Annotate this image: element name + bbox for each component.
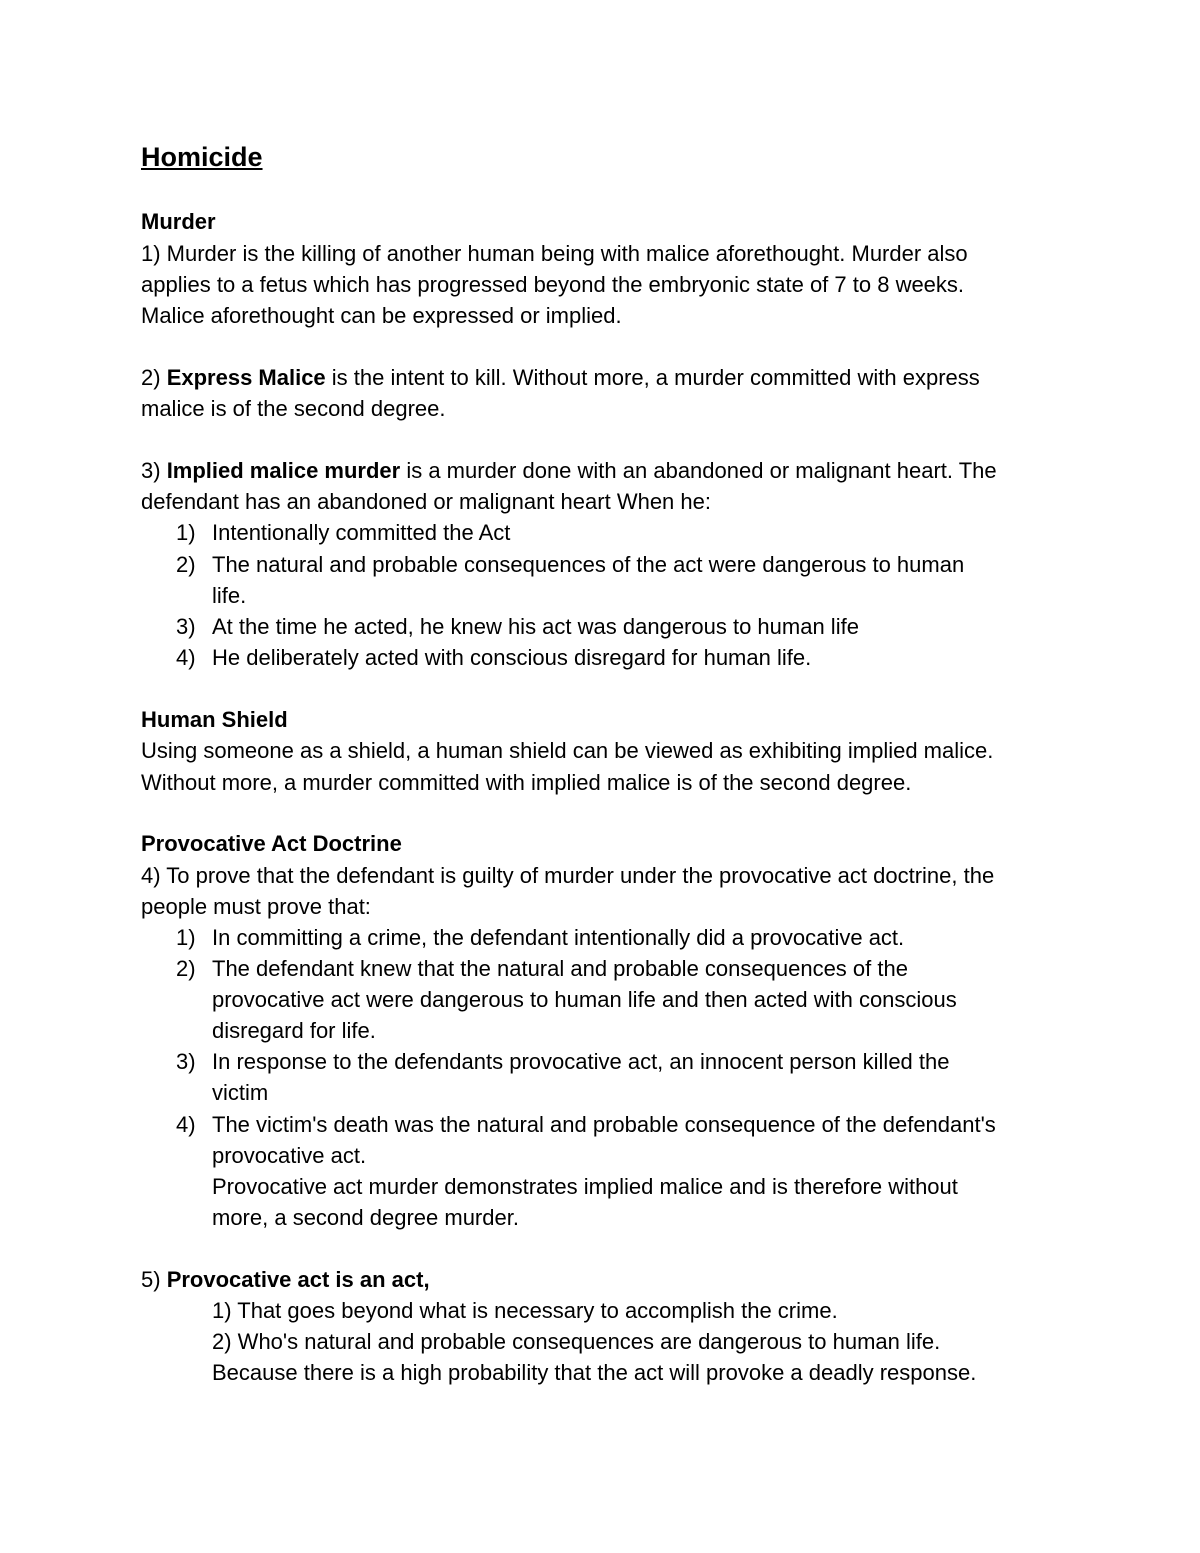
- provocative-list-item-2: The defendant knew that the natural and probable consequences of the: [212, 956, 908, 981]
- provocative-list-item-4-cont-3: more, a second degree murder.: [212, 1205, 519, 1230]
- human-shield-line-1: Using someone as a shield, a human shield can be viewed as exhibiting implied malice.: [141, 738, 994, 763]
- murder-paragraph-1-line-2: applies to a fetus which has progressed beyond the embryonic state of 7 to 8 weeks.: [141, 272, 965, 297]
- provocative-list-item-4-cont-1: provocative act.: [212, 1143, 367, 1168]
- express-malice-text: is the intent to kill. Without more, a murder committed with express: [325, 365, 980, 390]
- implied-list-number-3: 3): [176, 614, 196, 639]
- provocative-intro-line-1: 4) To prove that the defendant is guilty of murder under the provocative act doctrine, the: [141, 863, 995, 888]
- implied-list-number-1: 1): [176, 520, 196, 545]
- provocative-list-number-3: 3): [176, 1049, 196, 1074]
- human-shield-heading: Human Shield: [141, 707, 288, 732]
- provocative-list-item-4-cont-2: Provocative act murder demonstrates implied malice and is therefore without: [212, 1174, 958, 1199]
- provocative-act-item-1: 1) That goes beyond what is necessary to accomplish the crime.: [212, 1298, 838, 1323]
- human-shield-line-2: Without more, a murder committed with implied malice is of the second degree.: [141, 770, 912, 795]
- implied-malice-number: 3): [141, 458, 167, 483]
- implied-malice-text: is a murder done with an abandoned or malignant heart. The: [400, 458, 997, 483]
- implied-list-item-2-cont: life.: [212, 583, 247, 608]
- murder-paragraph-1-line-3: Malice aforethought can be expressed or implied.: [141, 303, 622, 328]
- express-malice-number: 2): [141, 365, 167, 390]
- provocative-act-item-3: Because there is a high probability that the act will provoke a deadly response.: [212, 1360, 977, 1385]
- implied-list-item-4: He deliberately acted with conscious disregard for human life.: [212, 645, 812, 670]
- provocative-list-item-3-cont: victim: [212, 1080, 269, 1105]
- implied-list-number-2: 2): [176, 552, 196, 577]
- implied-malice-term: Implied malice murder: [166, 458, 401, 483]
- provocative-list-item-1: In committing a crime, the defendant intentionally did a provocative act.: [212, 925, 905, 950]
- provocative-intro-line-2: people must prove that:: [141, 894, 371, 919]
- murder-heading: Murder: [141, 209, 216, 234]
- provocative-act-item-2: 2) Who's natural and probable consequences are dangerous to human life.: [212, 1329, 941, 1354]
- provocative-list-item-2-cont-1: provocative act were dangerous to human life and then acted with conscious: [212, 987, 957, 1012]
- express-malice-term: Express Malice: [166, 365, 326, 390]
- provocative-heading: Provocative Act Doctrine: [141, 831, 402, 856]
- provocative-list-item-4: The victim's death was the natural and probable consequence of the defendant's: [212, 1112, 996, 1137]
- provocative-act-number: 5): [141, 1267, 167, 1292]
- provocative-list-item-2-cont-2: disregard for life.: [212, 1018, 376, 1043]
- provocative-list-number-4: 4): [176, 1112, 196, 1137]
- implied-list-number-4: 4): [176, 645, 196, 670]
- provocative-list-item-3: In response to the defendants provocative act, an innocent person killed the: [212, 1049, 950, 1074]
- provocative-act-definition: [141, 1264, 430, 1295]
- provocative-list-number-2: 2): [176, 956, 196, 981]
- express-malice-line-2: malice is of the second degree.: [141, 396, 446, 421]
- implied-list-item-3: At the time he acted, he knew his act was dangerous to human life: [212, 614, 859, 639]
- page-title: Homicide: [141, 142, 263, 172]
- provocative-act-term: Provocative act is an act,: [166, 1267, 430, 1292]
- murder-paragraph-1-line-1: 1) Murder is the killing of another human being with malice aforethought. Murder also: [141, 241, 968, 266]
- implied-list-item-2: The natural and probable consequences of the act were dangerous to human: [212, 552, 965, 577]
- implied-malice-paragraph: [141, 455, 997, 486]
- provocative-list-number-1: 1): [176, 925, 196, 950]
- implied-malice-line-2: defendant has an abandoned or malignant heart When he:: [141, 489, 711, 514]
- implied-list-item-1: Intentionally committed the Act: [212, 520, 511, 545]
- express-malice-paragraph: [141, 362, 980, 393]
